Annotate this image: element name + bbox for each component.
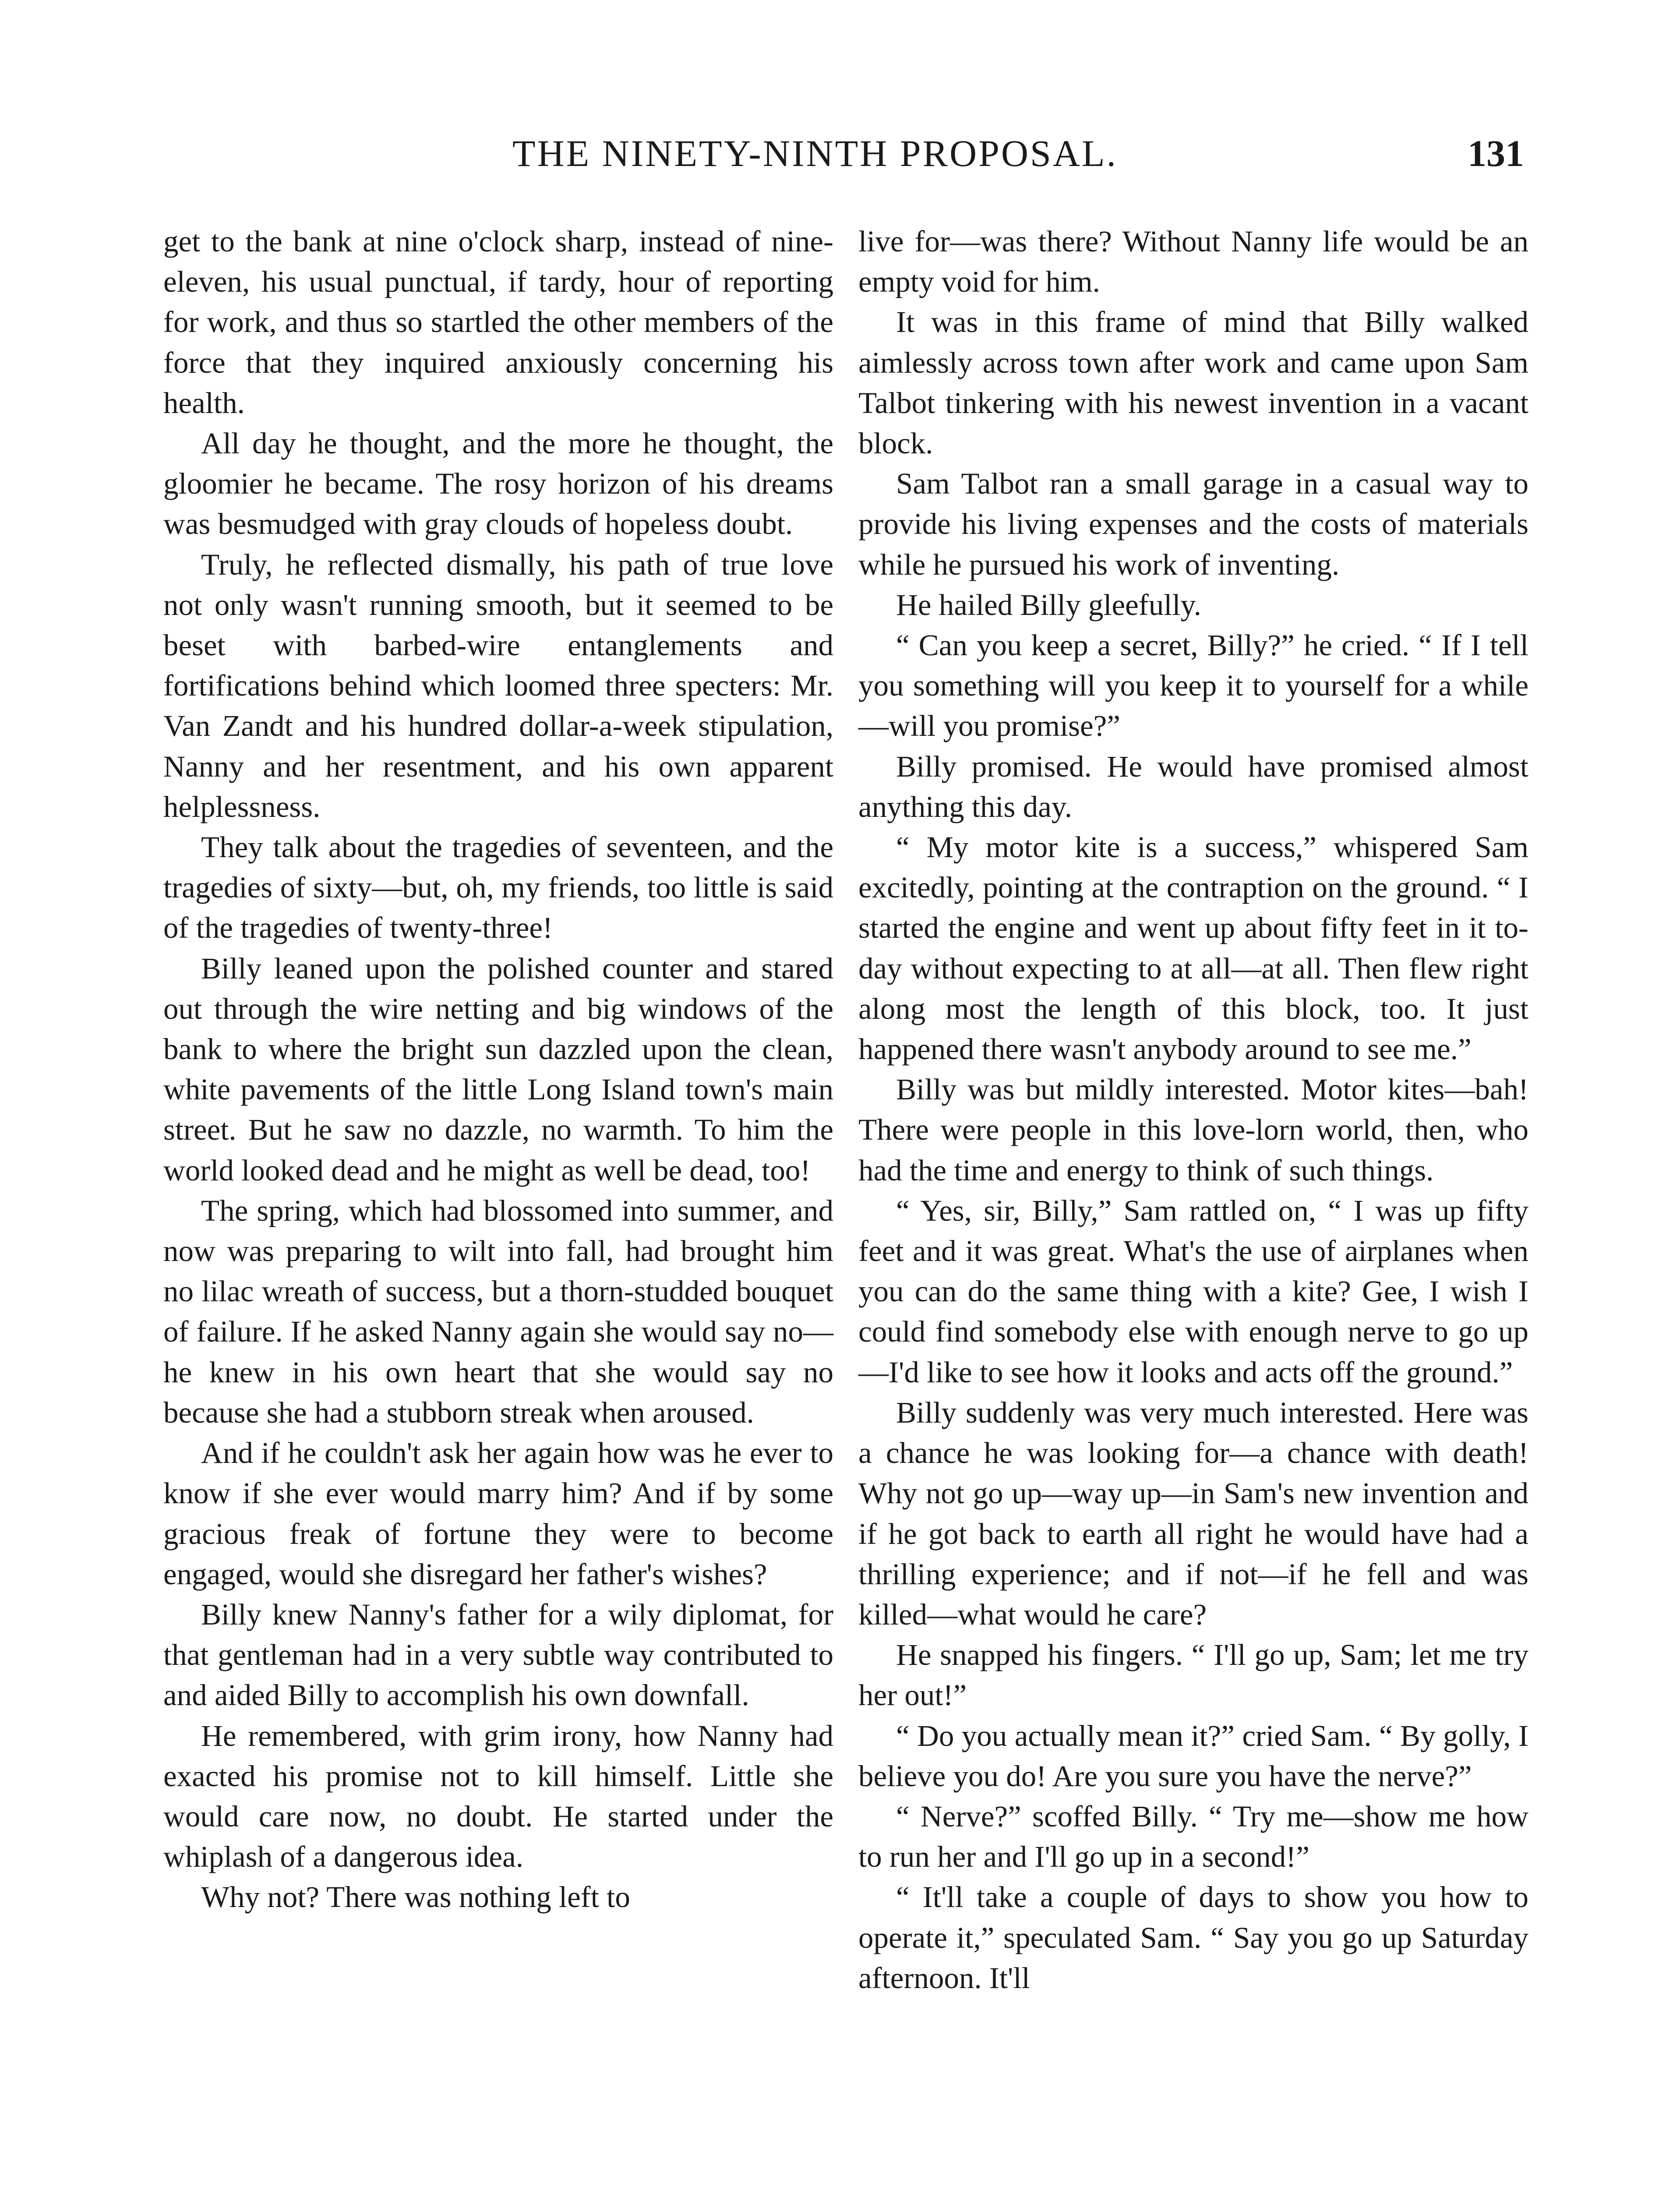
paragraph: All day he thought, and the more he thought, the gloomier he became. The rosy horizon of his dreams was besmudged with gray clouds of hopeless doubt. bbox=[163, 427, 833, 541]
paragraph: He hailed Billy gleefully. bbox=[896, 588, 1201, 622]
paragraph: get to the bank at nine o'clock sharp, instead of nine-eleven, his usual punctual, if tardy, hour of reporting for work, and thus so startled the other members of the force that they inquired anxiously concerning his health. bbox=[163, 225, 833, 420]
running-head bbox=[158, 131, 1524, 193]
paragraph: “ Yes, sir, Billy,” Sam rattled on, “ I was up fifty feet and it was great. What's the use of airplanes when you can do the same thing with a kite? Gee, I wish I could find somebody else with enough nerve to go up—I'd like to see how it looks and acts off the ground.” bbox=[858, 1194, 1528, 1389]
paragraph: Sam Talbot ran a small garage in a casual way to provide his living expenses and the costs of materials while he pursued his work of inventing. bbox=[858, 467, 1528, 581]
paragraph: Why not? There was nothing left to bbox=[201, 1880, 630, 1914]
paragraph: Billy was but mildly interested. Motor kites—bah! There were people in this love-lorn world, then, who had the time and energy to think of such things. bbox=[858, 1073, 1528, 1187]
paragraph: He remembered, with grim irony, how Nanny had exacted his promise not to kill himself. Little she would care now, no doubt. He started under the whiplash of a dangerous idea. bbox=[163, 1719, 833, 1874]
paragraph: “ My motor kite is a success,” whispered Sam excitedly, pointing at the contraption on the ground. “ I started the engine and went up about fifty feet in it to-day without expecting to at all—at all. Then flew right along most the length of this block, too. It just happened there wasn't anybody around to see me.” bbox=[858, 830, 1528, 1066]
paragraph: live for—was there? Without Nanny life would be an empty void for him. bbox=[858, 225, 1528, 299]
paragraph: Billy leaned upon the polished counter and stared out through the wire netting and big windows of the bank to where the bright sun dazzled upon the clean, white pavements of the little Long Island town's main street. But he saw no dazzle, no warmth. To him the world looked dead and he might as well be dead, too! bbox=[163, 951, 833, 1187]
running-title: THE NINETY-NINTH PROPOSAL. bbox=[512, 132, 1118, 174]
paragraph: They talk about the tragedies of seventeen, and the tragedies of sixty—but, oh, my friends, too little is said of the tragedies of twenty-three! bbox=[163, 830, 833, 945]
paragraph: “ Do you actually mean it?” cried Sam. “ By golly, I believe you do! Are you sure you have the nerve?” bbox=[858, 1719, 1528, 1793]
paragraph: He snapped his fingers. “ I'll go up, Sam; let me try her out!” bbox=[858, 1638, 1528, 1712]
page-number: 131 bbox=[1468, 132, 1524, 174]
paragraph: “ Can you keep a secret, Billy?” he cried. “ If I tell you something will you keep it to yourself for a while—will you promise?” bbox=[858, 629, 1528, 743]
paragraph: Truly, he reflected dismally, his path of true love not only wasn't running smooth, but it seemed to be beset with barbed-wire entanglements and fortifications behind which loomed three specters: Mr. Van Zandt and his hundred dollar-a-week stipulation, Nanny and her resentment, and his own apparent helplessness. bbox=[163, 548, 833, 823]
paragraph: Billy promised. He would have promised almost anything this day. bbox=[858, 749, 1528, 823]
paragraph: “ It'll take a couple of days to show you how to operate it,” speculated Sam. “ Say you go up Saturday afternoon. It'll bbox=[858, 1880, 1528, 1995]
paragraph: “ Nerve?” scoffed Billy. “ Try me—show me how to run her and I'll go up in a second!” bbox=[858, 1799, 1528, 1874]
paragraph: It was in this frame of mind that Billy walked aimlessly across town after work and came upon Sam Talbot tinkering with his newest invention in a vacant block. bbox=[858, 305, 1528, 460]
paragraph: And if he couldn't ask her again how was he ever to know if she ever would marry him? And if by some gracious freak of fortune they were to become engaged, would she disregard her father's wishes? bbox=[163, 1436, 833, 1591]
left-column bbox=[163, 221, 833, 1918]
right-column bbox=[858, 221, 1528, 1998]
paragraph: Billy suddenly was very much interested. Here was a chance he was looking for—a chance with death! Why not go up—way up—in Sam's new invention and if he got back to earth all right he would have had a thrilling experience; and if not—if he fell and was killed—what would he care? bbox=[858, 1395, 1528, 1631]
paragraph: Billy knew Nanny's father for a wily diplomat, for that gentleman had in a very subtle way contributed to and aided Billy to accomplish his own downfall. bbox=[163, 1597, 833, 1712]
paragraph: The spring, which had blossomed into summer, and now was preparing to wilt into fall, had brought him no lilac wreath of success, but a thorn-studded bouquet of failure. If he asked Nanny again she would say no—he knew in his own heart that she would say no because she had a stubborn streak when aroused. bbox=[163, 1194, 833, 1429]
